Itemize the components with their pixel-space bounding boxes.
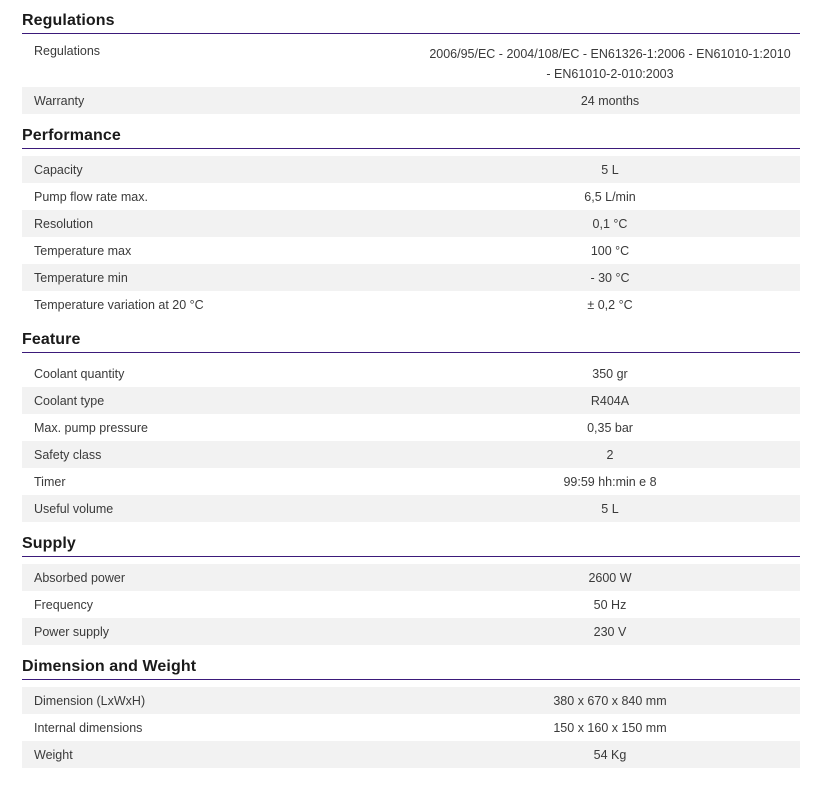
spec-label: Internal dimensions — [34, 720, 143, 735]
spec-value: 350 gr — [592, 366, 628, 381]
spec-row — [22, 564, 800, 591]
section-title: Regulations — [22, 8, 800, 34]
spec-label: Temperature max — [34, 243, 132, 258]
spec-value: - 30 °C — [590, 270, 630, 285]
spec-row — [22, 183, 800, 210]
spec-label: Regulations — [34, 44, 101, 58]
spec-label: Coolant quantity — [34, 366, 125, 381]
spec-row — [22, 156, 800, 183]
spec-value: 100 °C — [590, 243, 630, 258]
spec-row — [22, 414, 800, 441]
section-title: Supply — [22, 531, 800, 557]
spec-value: 150 x 160 x 150 mm — [553, 720, 667, 735]
spec-row — [22, 495, 800, 522]
spec-row — [22, 291, 800, 318]
spec-row — [22, 237, 800, 264]
spec-label: Max. pump pressure — [34, 420, 148, 435]
spec-value: 230 V — [593, 624, 627, 639]
spec-label: Pump flow rate max. — [34, 189, 148, 204]
section-title: Performance — [22, 123, 800, 149]
spec-label: Temperature min — [34, 270, 128, 285]
spec-label: Weight — [34, 747, 73, 762]
spec-value: 2600 W — [588, 570, 632, 585]
section-regulations — [22, 8, 800, 114]
spec-value: 2 — [606, 447, 614, 462]
spec-label: Absorbed power — [34, 570, 126, 585]
spec-row — [22, 41, 800, 87]
spec-value: 50 Hz — [593, 597, 627, 612]
spec-row — [22, 468, 800, 495]
spec-value: 2006/95/EC - 2004/108/EC - EN61326-1:2006 - EN61010-1:2010 - EN61010-2-010:2003 — [429, 47, 791, 81]
spec-label: Timer — [34, 474, 66, 489]
spec-label: Resolution — [34, 216, 94, 231]
section-supply — [22, 531, 800, 645]
spec-label: Frequency — [34, 597, 94, 612]
spec-value: 0,1 °C — [592, 216, 628, 231]
spec-row — [22, 264, 800, 291]
spec-row — [22, 687, 800, 714]
specifications-table — [22, 8, 800, 777]
spec-value: ± 0,2 °C — [587, 297, 633, 312]
section-performance — [22, 123, 800, 318]
spec-value: 6,5 L/min — [584, 189, 636, 204]
spec-label: Coolant type — [34, 393, 105, 408]
spec-label: Dimension (LxWxH) — [34, 693, 146, 708]
spec-label: Useful volume — [34, 501, 114, 516]
section-title: Dimension and Weight — [22, 654, 800, 680]
spec-value: 0,35 bar — [587, 420, 633, 435]
spec-row — [22, 741, 800, 768]
spec-row — [22, 387, 800, 414]
section-dimension-and-weight — [22, 654, 800, 768]
spec-label: Power supply — [34, 624, 110, 639]
spec-value: 5 L — [601, 162, 619, 177]
spec-row — [22, 87, 800, 114]
spec-value: 54 Kg — [593, 747, 627, 762]
spec-label: Safety class — [34, 447, 102, 462]
spec-label: Capacity — [34, 162, 83, 177]
section-title: Feature — [22, 327, 800, 353]
section-feature — [22, 327, 800, 522]
spec-value: 380 x 670 x 840 mm — [553, 693, 667, 708]
spec-label: Temperature variation at 20 °C — [34, 297, 204, 312]
spec-row — [22, 210, 800, 237]
spec-label: Warranty — [34, 93, 85, 108]
spec-row — [22, 618, 800, 645]
spec-row — [22, 360, 800, 387]
spec-row — [22, 714, 800, 741]
spec-row — [22, 591, 800, 618]
spec-value: 99:59 hh:min e 8 — [563, 474, 657, 489]
spec-value: 5 L — [601, 501, 619, 516]
spec-row — [22, 441, 800, 468]
spec-value: R404A — [590, 393, 630, 408]
spec-value: 24 months — [580, 93, 640, 108]
